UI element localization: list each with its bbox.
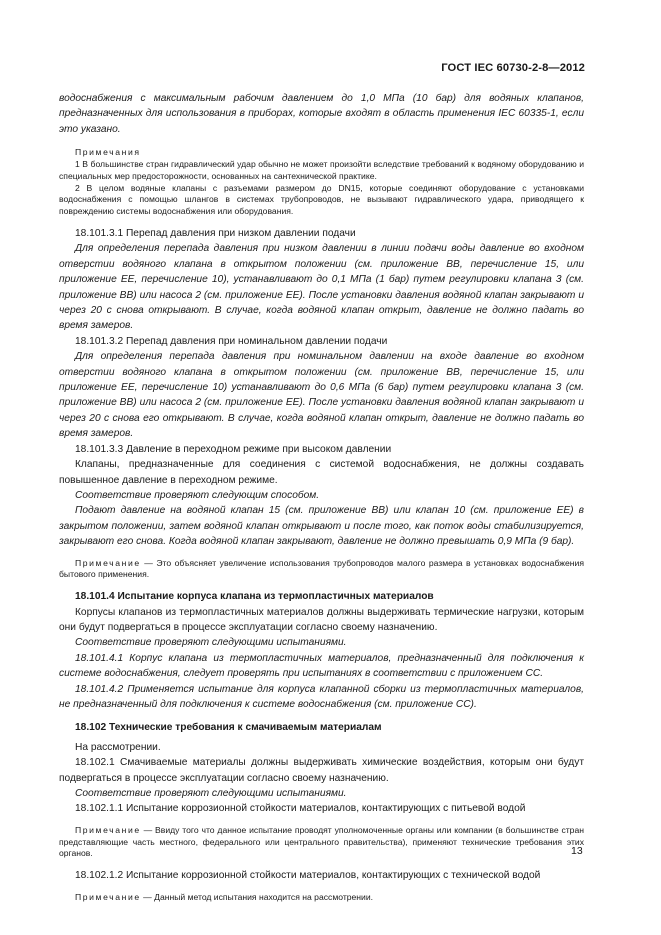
section-18-102-1-1: 18.102.1.1 Испытание коррозионной стойкости материалов, контактирующих с питьевой водой bbox=[75, 803, 526, 815]
notes-title: Примечания bbox=[75, 147, 141, 158]
note-label: Примечание bbox=[75, 824, 141, 835]
section-18-101-4-1: 18.101.4.1 Корпус клапана из термопластичных материалов, предназначенный для подключения к системе водоснабжения, следует проверять при испытаниях в соответствии с приложением СС. bbox=[59, 652, 584, 680]
page-number: 13 bbox=[571, 845, 583, 857]
section-18-101-3-2-heading: 18.101.3.2 Перепад давления при номинальном давлении подачи bbox=[75, 335, 388, 347]
section-18-101-3-3-text: Клапаны, предназначенные для соединения с системой водоснабжения, не должны создавать повышенное давление в переходном режиме. bbox=[59, 459, 584, 486]
section-18-101-4-compliance: Соответствие проверяют следующими испытаниями. bbox=[75, 637, 347, 649]
section-18-101-3-1-text: Для определения перепада давления при низком давлении в линии подачи воды давление во входном отверстии водяного клапана в открытом положении (см. приложение ВВ, перечисление 15, или приложение ЕЕ, перечисление 10), устанавливают до 0,1 МПа (1 бар) путем регулировки клапана 3 (см. приложение ВВ) или насоса 2 (см. приложение ЕЕ). После установки давления водяной клапан закрывают и через 20 с снова открывают. В случае, когда водяной клапан открыт, давление не должно падать во время замеров. bbox=[59, 243, 584, 332]
note-18-101-3-3 bbox=[59, 558, 584, 582]
section-18-101-4-2: 18.101.4.2 Применяется испытание для корпуса клапанной сборки из термопластичных материалов, не предназначенный для подключения к системе водоснабжения (см. приложение СС). bbox=[59, 683, 584, 710]
section-18-102-1: 18.102.1 Смачиваемые материалы должны выдерживать химические воздействия, которым они будут подвергаться в процессе эксплуатации согласно своему назначению. bbox=[59, 757, 584, 784]
section-18-102-1-2: 18.102.1.2 Испытание коррозионной стойкости материалов, контактирующих с технической водой bbox=[75, 870, 541, 882]
note-1: 1 В большинстве стран гидравлический удар обычно не может произойти вследствие требований к водяному оборудованию и специальных мер предосторожности, основанных на сантехнической практике. bbox=[59, 159, 584, 181]
note-text: — Данный метод испытания находится на рассмотрении. bbox=[140, 891, 374, 902]
note-18-102-1-2 bbox=[59, 892, 584, 904]
section-18-101-3-2-text: Для определения перепада давления при номинальном давлении на входе давление во входном отверстии водяного клапана в открытом положении (см. приложение ВВ, перечисление 15, или приложение ЕЕ, перечисление 10) устанавливают до 0,6 МПа (6 бар) путем регулировки клапана 3 (см. приложение ВВ) или насоса 2 (см. приложение ЕЕ). После установки давления водяной клапан закрывают и через 20 с снова его открывают. В случае, когда водяной клапан открыт, давление не должно падать во время замеров. bbox=[59, 351, 584, 440]
section-18-101-3-1-heading: 18.101.3.1 Перепад давления при низком давлении подачи bbox=[75, 228, 356, 239]
note-text: — Ввиду того что данное испытание проводят уполномоченные органы или компании (в большинстве стран представляющие часть местного, федерального или центрального правительства), применяют технические требования этих органов. bbox=[59, 824, 584, 859]
page-content bbox=[59, 91, 584, 903]
section-18-101-3-3-heading: 18.101.3.3 Давление в переходном режиме при высоком давлении bbox=[75, 443, 392, 455]
section-18-101-3-3-compliance: Соответствие проверяют следующим способом. bbox=[75, 489, 320, 501]
note-label: Примечание bbox=[75, 557, 141, 568]
note-label: Примечание bbox=[75, 891, 141, 902]
section-18-101-4-text: Корпусы клапанов из термопластичных материалов должны выдерживать термические нагрузки, которым они будут подвергаться в процессе эксплуатации согласно своему назначению. bbox=[59, 606, 584, 633]
section-18-102-status: На рассмотрении. bbox=[75, 741, 161, 753]
note-18-102-1-1 bbox=[59, 825, 584, 860]
section-18-101-3-3-procedure: Подают давление на водяной клапан 15 (см. приложение ВВ) или клапан 10 (см. приложение ЕЕ) в закрытом положении, затем водяной клапан открывают и после того, как поток воды стабилизируется, закрывают его снова. Когда водяной клапан закрывают, давление не должно превышать 0,9 МПа (9 бар). bbox=[59, 505, 584, 548]
section-18-102-heading: 18.102 Технические требования к смачиваемым материалам bbox=[75, 722, 382, 734]
note-2: 2 В целом водяные клапаны с разъемами размером до DN15, которые соединяют оборудование с установками водоснабжения с помощью шлангов в системах трубопроводов, не вызывают гидравлического удара, приводящего к повреждению системы водоснабжения или оборудования. bbox=[59, 182, 584, 217]
section-18-102-compliance: Соответствие проверяют следующими испытаниями. bbox=[75, 788, 347, 799]
note-text: — Это объясняет увеличение использования трубопроводов малого размера в установках водоснабжения бытового применения. bbox=[59, 557, 584, 580]
intro-paragraph: водоснабжения с максимальным рабочим давлением до 1,0 МПа (10 бар) для водяных клапанов, предназначенных для использования в приборах, которые входят в область применения IEC 60335-1, если это указано. bbox=[59, 93, 584, 135]
standard-header: ГОСТ IEC 60730-2-8—2012 bbox=[441, 62, 585, 74]
section-18-101-4-heading: 18.101.4 Испытание корпуса клапана из термопластичных материалов bbox=[75, 591, 434, 603]
